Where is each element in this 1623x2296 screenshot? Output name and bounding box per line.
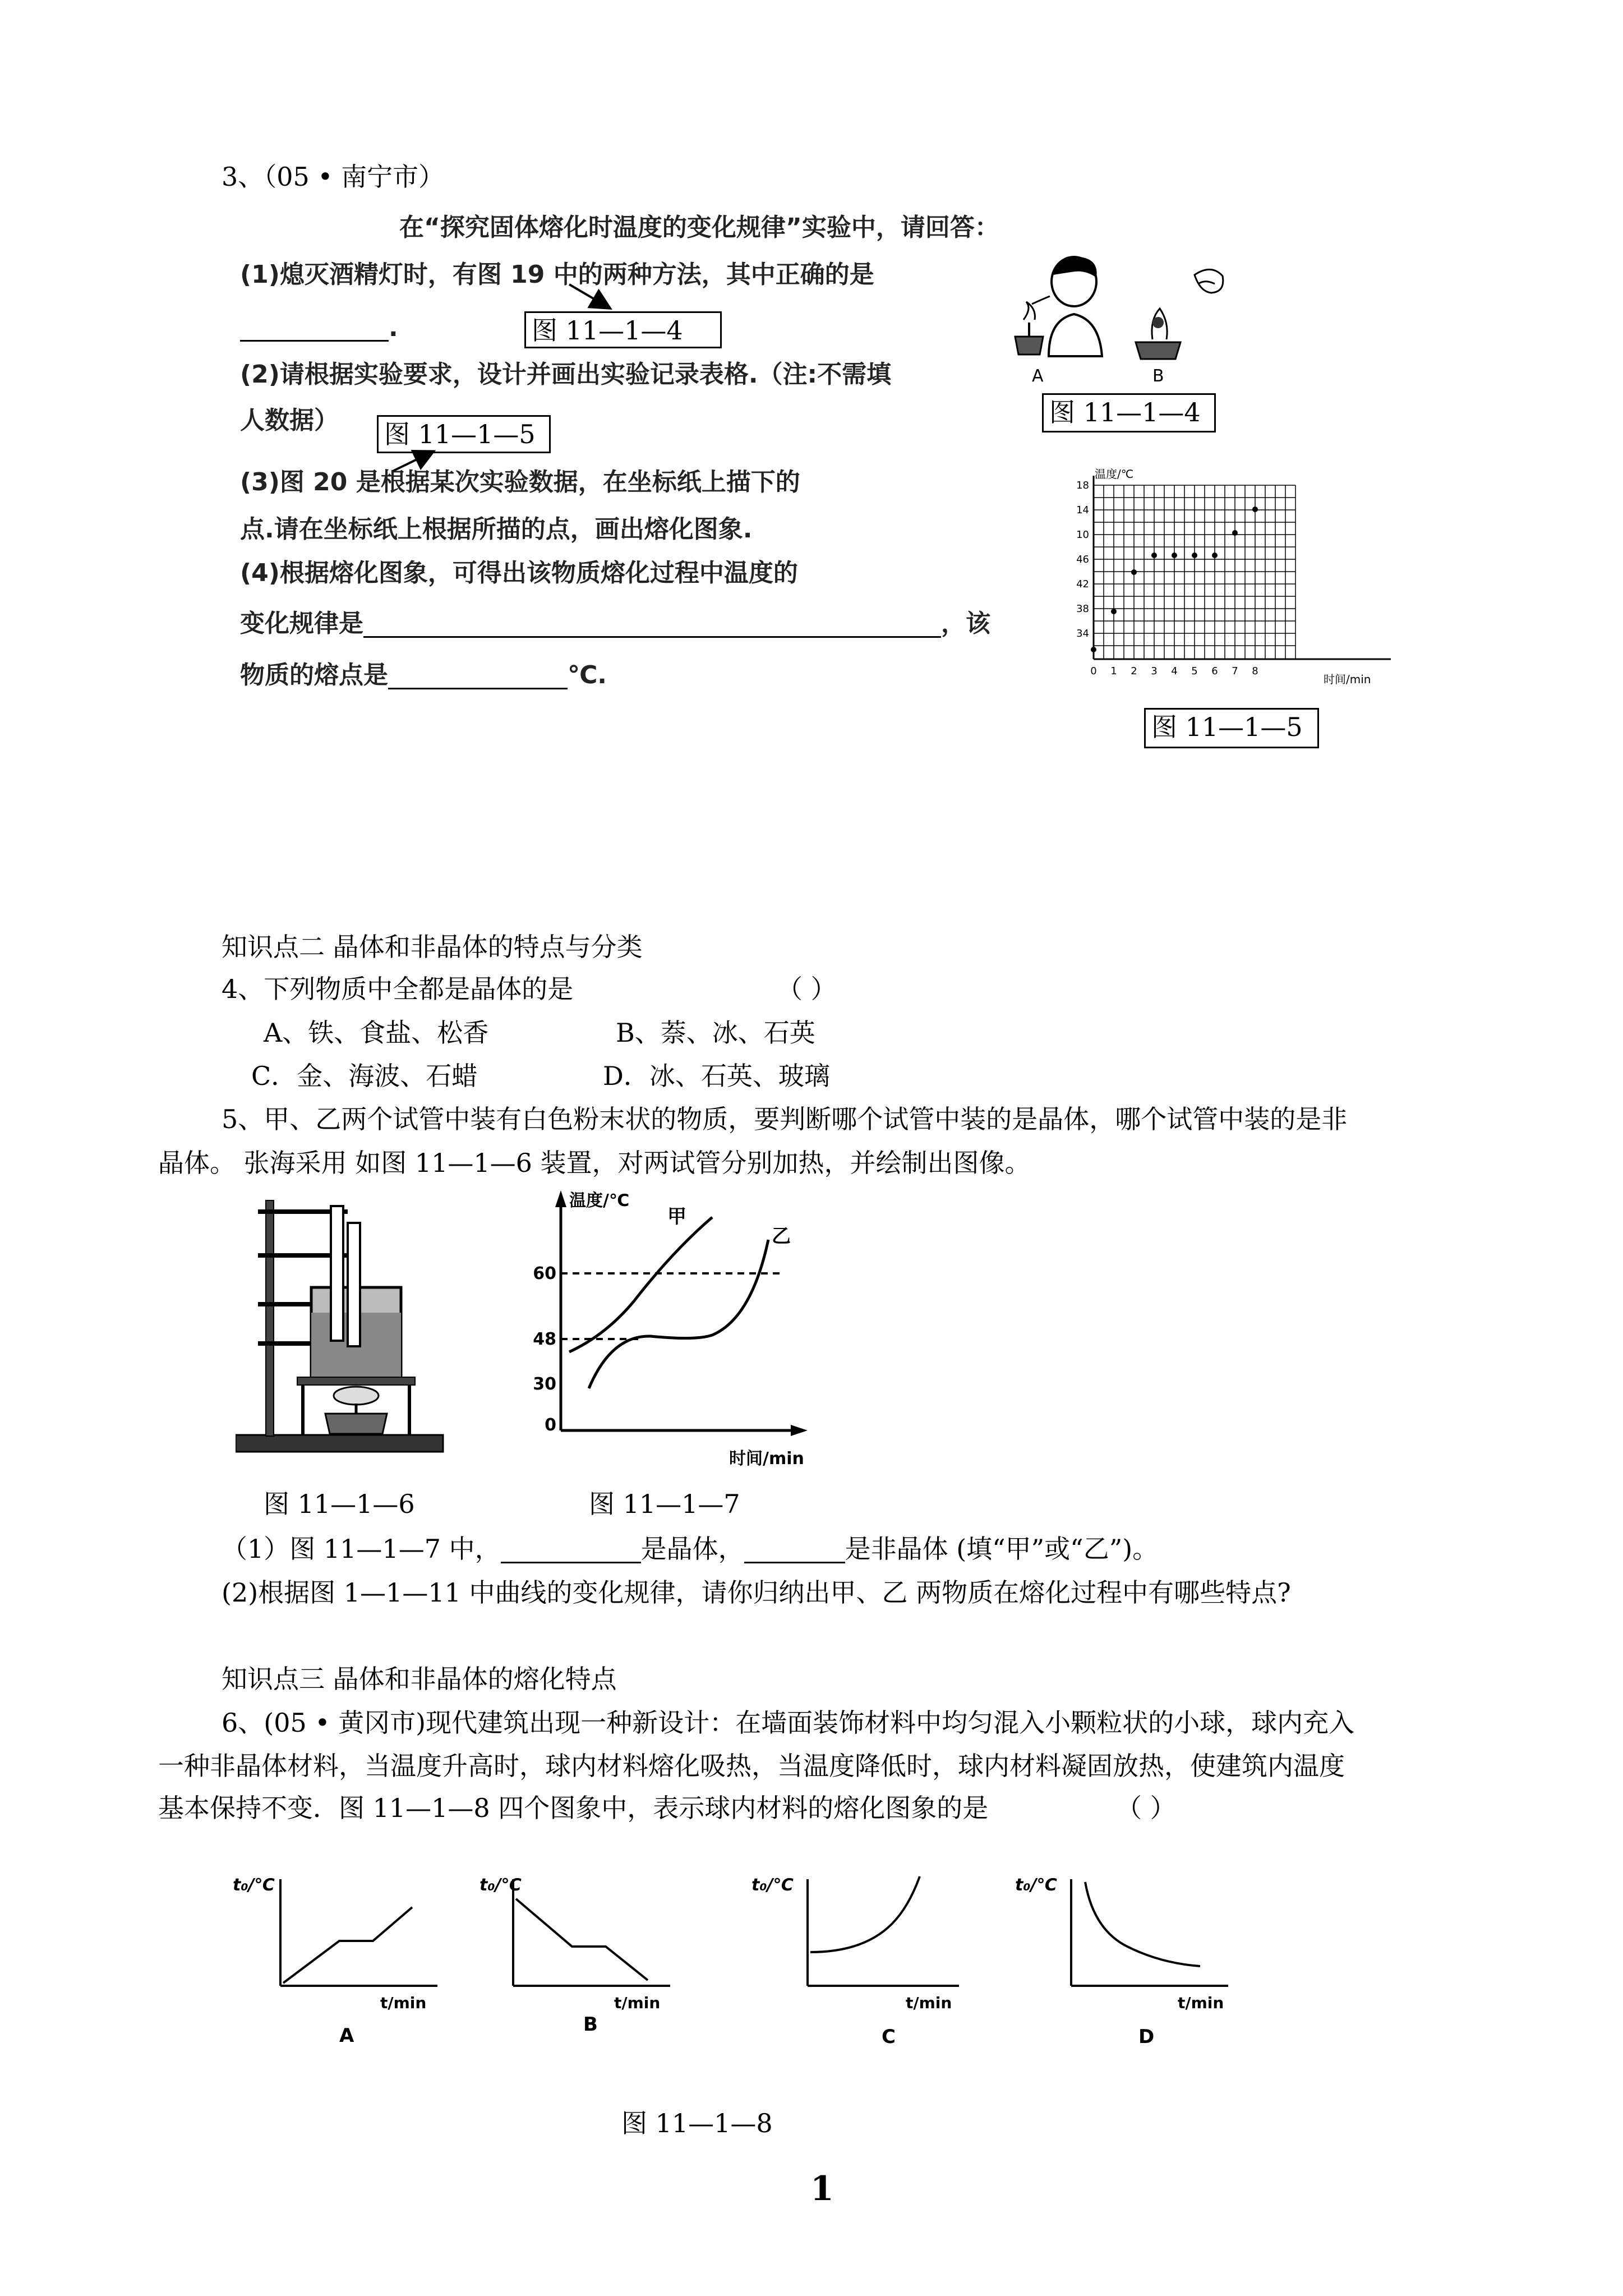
graph-c-y-title: t₀/℃ [751, 1875, 794, 1895]
fig7-x-title: 时间/min [729, 1449, 804, 1469]
q3-part4: (4)根据熔化图象，可得出该物质熔化过程中温度的 [240, 559, 798, 587]
q3-part2-cont: 人数据） [240, 406, 339, 435]
fig7-series-yi: 乙 [772, 1225, 791, 1248]
q6-line1: 6、(05 • 黄冈市)现代建筑出现一种新设计：在墙面装饰材料中均匀混入小颗粒状的小球，球内充入 [222, 1708, 1355, 1738]
q3-part1: (1)熄灭酒精灯时，有图 19 中的两种方法，其中正确的是 [240, 260, 874, 289]
fig5-y-tick: 46 [1076, 554, 1089, 565]
q3-part4-post: ，该 [941, 609, 990, 638]
fig5-x-tick: 4 [1171, 665, 1178, 677]
section3-title: 知识点三 晶体和非晶体的熔化特点 [222, 1664, 617, 1694]
fig5-x-tick: 1 [1110, 665, 1117, 677]
graph-b-label: B [583, 2013, 598, 2036]
graph-c[interactable] [735, 1868, 959, 2053]
graph-d[interactable] [1009, 1868, 1234, 2053]
lamp-cap-b-icon [1136, 269, 1223, 359]
fig8-label: 图 11—1—8 [621, 2108, 773, 2138]
q6-line3: 基本保持不变．图 11—1—8 四个图象中，表示球内材料的熔化图象的是 [158, 1793, 989, 1823]
fig5-y-tick: 38 [1076, 603, 1089, 615]
q4-text: 4、下列物质中全都是晶体的是 [222, 974, 574, 1004]
fig4-label: 图 11—1—4 [1042, 393, 1216, 432]
q3-intro: 在“探究固体熔化时温度的变化规律”实验中，请回答： [399, 213, 999, 242]
fig5-point [1151, 553, 1157, 558]
fig5-gridlines [1094, 485, 1295, 659]
fig7-chart [527, 1184, 830, 1475]
fig7-curve-yi [589, 1240, 768, 1388]
graph-d-y-title: t₀/℃ [1015, 1875, 1057, 1895]
fig5-point [1091, 647, 1096, 652]
graph-b-x-title: t/min [614, 1994, 661, 2012]
fig5-x-title: 时间/min [1324, 673, 1371, 686]
graph-d-label: D [1138, 2026, 1155, 2048]
fig7-series-jia: 甲 [667, 1205, 686, 1228]
fig4-a-label: A [1032, 366, 1044, 386]
q3-melting-post: ℃. [568, 661, 607, 689]
fig5-x-tick: 5 [1191, 665, 1198, 677]
fig7-y-tick: 60 [533, 1264, 556, 1283]
fig5-x-tick: 6 [1211, 665, 1218, 677]
q3-part2: (2)请根据实验要求，设计并画出实验记录表格.（注:不需填 [240, 360, 892, 389]
q6-paren: （ ） [1116, 1793, 1176, 1823]
q3-part1-end: . [389, 314, 398, 342]
fig5-label: 图 11—1—5 [1144, 708, 1319, 748]
fig5-label-inline: 图 11—1—5 [377, 415, 551, 453]
fig5-y-tick: 10 [1076, 529, 1089, 541]
fig7-y-tick: 0 [545, 1415, 556, 1435]
graph-c-x-title: t/min [906, 1994, 952, 2012]
q3-part3: (3)图 20 是根据某次实验数据，在坐标纸上描下的 [240, 468, 800, 496]
fig5-y-tick: 34 [1076, 628, 1089, 639]
fig7-y-tick: 48 [533, 1329, 556, 1349]
q5-sub2: (2)根据图 1—1—11 中曲线的变化规律，请你归纳出甲、乙 两物质在熔化过程中有哪些特点? [222, 1577, 1291, 1608]
fig5-y-tick: 42 [1076, 578, 1089, 590]
fig5-y-tick: 18 [1076, 480, 1089, 491]
q5-sub1-mid: 是晶体， [640, 1534, 744, 1564]
graph-b[interactable] [479, 1868, 704, 2053]
fig5-y-title: 温度/℃ [1095, 467, 1134, 481]
q4-paren: （ ） [777, 974, 837, 1004]
fig7-y-title: 温度/℃ [569, 1191, 630, 1211]
fig7-label: 图 11—1—7 [589, 1489, 740, 1519]
q3-part4-cont [240, 611, 990, 638]
fig5-point [1212, 553, 1218, 558]
fig5-point [1172, 553, 1177, 558]
q3-part4-pre: 变化规律是 [240, 609, 363, 638]
fig5-x-tick: 7 [1232, 665, 1238, 677]
q6-line2: 一种非晶体材料，当温度升高时，球内材料熔化吸热，当温度降低时，球内材料凝固放热，使建筑内温度 [158, 1751, 1345, 1781]
fig5-x-tick: 3 [1151, 665, 1158, 677]
q5-sub1-pre: （1）图 11—1—7 中， [222, 1534, 501, 1564]
graph-a-y-title: t₀/℃ [233, 1875, 275, 1895]
graph-a-label: A [339, 2024, 354, 2047]
fig4-b-label: B [1152, 366, 1164, 386]
fig7-y-tick: 30 [533, 1374, 556, 1394]
fig5-point [1131, 569, 1137, 575]
graph-a[interactable] [230, 1868, 454, 2053]
q5-sub1-post: 是非晶体 (填“甲”或“乙”)。 [845, 1534, 1159, 1564]
q3-melting-pre: 物质的熔点是 [240, 661, 388, 689]
q4-option-a[interactable]: A、铁、食盐、松香 [264, 1018, 489, 1048]
fig7-curve-jia [569, 1217, 712, 1352]
graph-b-y-title: t₀/℃ [479, 1875, 522, 1895]
q3-header: 3、（05 • 南宁市） [222, 162, 445, 192]
fig5-x-tick: 8 [1252, 665, 1258, 677]
fig6-label: 图 11—1—6 [264, 1489, 415, 1519]
heating-apparatus-figure [236, 1189, 454, 1458]
q5-sub1 [222, 1536, 1158, 1563]
fig5-point [1232, 530, 1238, 536]
graph-a-x-title: t/min [380, 1994, 427, 2012]
q4-option-d[interactable]: D．冰、石英、玻璃 [603, 1061, 830, 1091]
q3-part4-melting [240, 663, 607, 689]
fig4-label-inline: 图 11—1—4 [524, 311, 722, 348]
section2-title: 知识点二 晶体和非晶体的特点与分类 [222, 932, 643, 962]
alcohol-lamp-figure [1009, 252, 1245, 387]
page-number: 1 [810, 2169, 834, 2208]
q5-line1: 5、甲、乙两个试管中装有白色粉末状的物质，要判断哪个试管中装的是晶体，哪个试管中装的是非 [222, 1104, 1348, 1134]
fig5-y-tick: 14 [1076, 504, 1089, 516]
graph-c-label: C [882, 2026, 896, 2048]
q3-part3-cont: 点.请在坐标纸上根据所描的点，画出熔化图象. [240, 515, 753, 544]
q4-option-c[interactable]: C．金、海波、石蜡 [251, 1061, 478, 1091]
q4-option-b[interactable]: B、萘、冰、石英 [616, 1018, 815, 1048]
fig5-point [1192, 553, 1197, 558]
fig5-x-tick: 0 [1090, 665, 1097, 677]
fig5-x-tick: 2 [1131, 665, 1137, 677]
graph-d-x-title: t/min [1178, 1994, 1224, 2012]
fig5-point [1111, 609, 1117, 614]
alcohol-lamp-a-icon [1015, 302, 1043, 355]
fig5-grid-chart [1054, 466, 1402, 701]
fig5-point [1252, 507, 1258, 512]
q5-line2: 晶体。 张海采用 如图 11—1—6 装置，对两试管分别加热，并绘制出图像。 [158, 1148, 1031, 1178]
